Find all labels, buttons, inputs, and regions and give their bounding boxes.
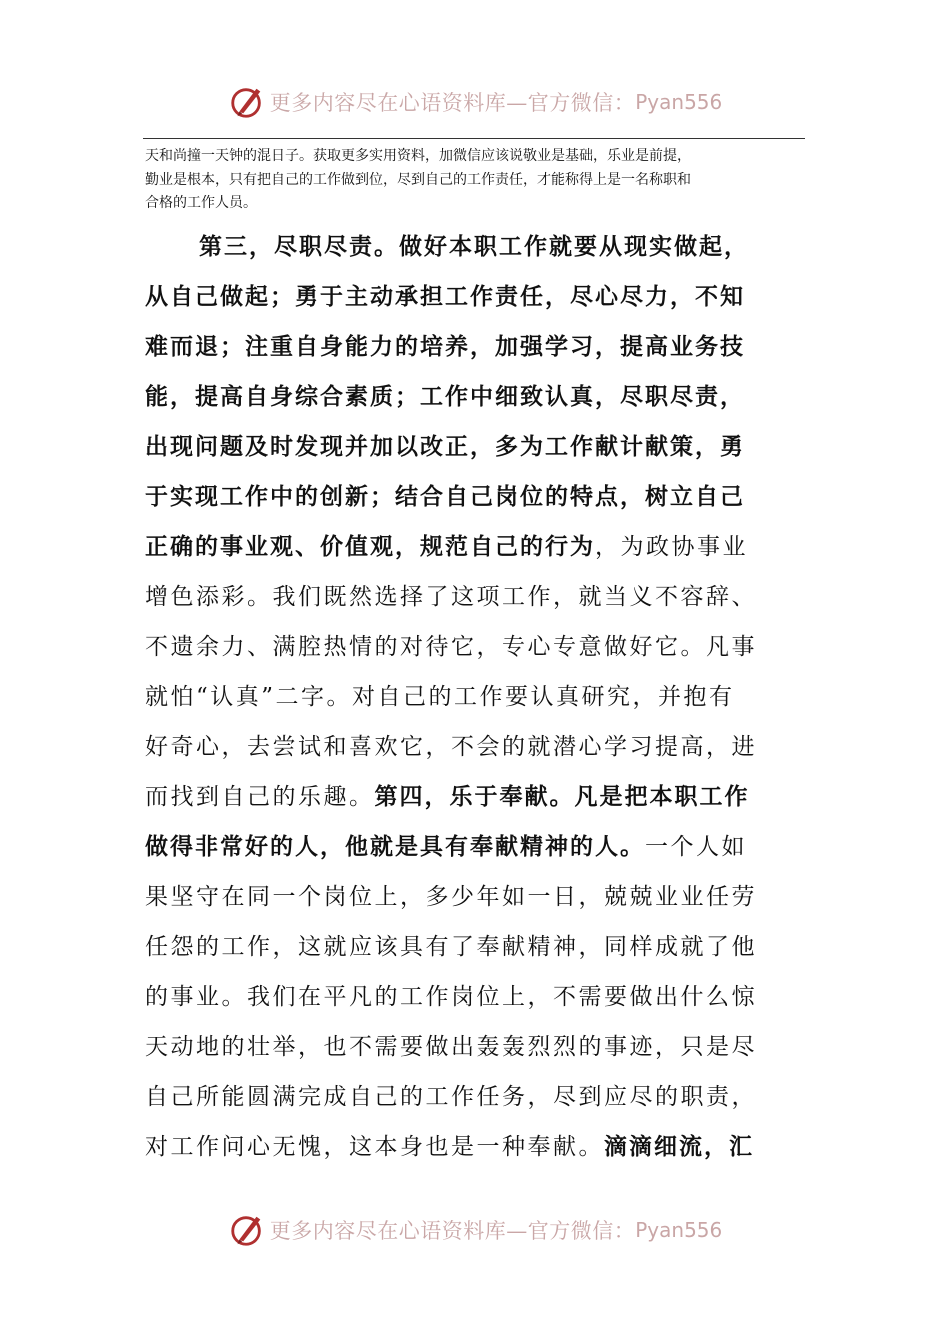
text-line [145, 372, 807, 422]
text-line [145, 972, 807, 1022]
continuation-text [145, 145, 807, 216]
bold-run: 第三，尽职尽责。做好本职工作就要从现实做起， [199, 234, 749, 260]
header-banner [0, 80, 950, 124]
text-line [145, 572, 807, 622]
normal-run: 就怕“认真”二字。对自己的工作要认真研究，并抱有 [145, 684, 735, 710]
normal-run: 自己所能圆满完成自己的工作任务，尽到应尽的职责， [145, 1084, 757, 1110]
bold-run: 于实现工作中的创新；结合自己岗位的特点，树立自己 [145, 484, 745, 510]
banner-account: Pyan556 [635, 1218, 723, 1242]
bold-run: 正确的事业观、价值观，规范自己的行为 [145, 534, 595, 560]
text-line [145, 522, 807, 572]
text-line [145, 272, 807, 322]
normal-run: 好奇心，去尝试和喜欢它，不会的就潜心学习提高，进 [145, 734, 757, 760]
text-line [145, 772, 807, 822]
bold-run: 能，提高自身综合素质；工作中细致认真，尽职尽责， [145, 384, 745, 410]
bold-run: 出现问题及时发现并加以改正，多为工作献计献策，勇 [145, 434, 745, 460]
bold-run: 从自己做起；勇于主动承担工作责任，尽心尽力，不知 [145, 284, 745, 310]
normal-run: 增色添彩。我们既然选择了这项工作，就当义不容辞、 [145, 584, 757, 610]
text-line [145, 872, 807, 922]
pen-logo-icon [228, 1211, 266, 1249]
banner-text: 更多内容尽在心语资料库—官方微信： [269, 1219, 636, 1243]
text-line [145, 1122, 807, 1172]
text-line [145, 222, 807, 272]
small-line: 合格的工作人员。 [145, 195, 257, 211]
text-line [145, 422, 807, 472]
text-line [145, 822, 807, 872]
text-line [145, 622, 807, 672]
text-line [145, 922, 807, 972]
bold-run: 滴滴细流，汇 [604, 1134, 754, 1160]
text-line [145, 722, 807, 772]
banner-account: Pyan556 [635, 90, 723, 114]
normal-run: 的事业。我们在平凡的工作岗位上，不需要做出什么惊 [145, 984, 757, 1010]
small-line: 天和尚撞一天钟的混日子。获取更多实用资料，加微信应该说敬业是基础，乐业是前提， [145, 148, 691, 164]
text-line [145, 472, 807, 522]
normal-run: 而找到自己的乐趣。 [145, 784, 375, 810]
normal-run: 对工作问心无愧，这本身也是一种奉献。 [145, 1134, 604, 1160]
text-line [145, 672, 807, 722]
normal-run: ，为政协事业 [595, 534, 748, 560]
pen-logo-icon [228, 83, 266, 121]
bold-run: 难而退；注重自身能力的培养，加强学习，提高业务技 [145, 334, 745, 360]
normal-run: 天动地的壮举，也不需要做出轰轰烈烈的事迹，只是尽 [145, 1034, 757, 1060]
text-line [145, 1072, 807, 1122]
small-line: 勤业是根本，只有把自己的工作做到位，尽到自己的工作责任，才能称得上是一名称职和 [145, 171, 691, 188]
normal-run: 任怨的工作，这就应该具有了奉献精神，同样成就了他 [145, 934, 757, 960]
body-text [145, 222, 807, 1172]
header-rule [143, 138, 805, 139]
bold-run: 第四，乐于奉献。凡是把本职工作 [374, 784, 750, 810]
normal-run: 果坚守在同一个岗位上，多少年如一日，兢兢业业任劳 [145, 884, 757, 910]
text-line [145, 322, 807, 372]
text-line [145, 1022, 807, 1072]
footer-banner [0, 1208, 950, 1252]
bold-run: 做得非常好的人，他就是具有奉献精神的人。 [145, 834, 645, 860]
normal-run: 不遗余力、满腔热情的对待它，专心专意做好它。凡事 [145, 634, 757, 660]
normal-run: 一个人如 [645, 834, 747, 860]
banner-text: 更多内容尽在心语资料库—官方微信： [269, 91, 636, 115]
